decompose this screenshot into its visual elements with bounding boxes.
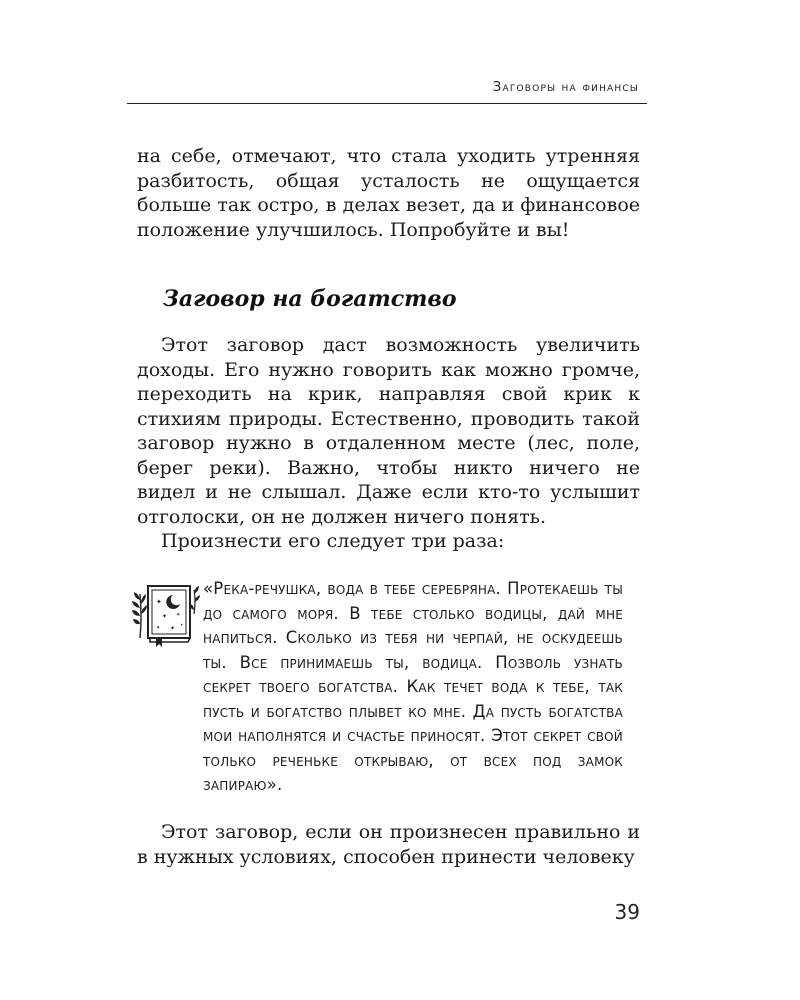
svg-text:✦: ✦ [176, 612, 181, 618]
paragraph-closing [137, 820, 640, 869]
paragraph-text: Этот заговор даст возможность увеличить доходы. Его нужно говорить как можно громче, переходить на крик, направляя свой крик к стихиям природы. Естественно, проводить такой заговор нужно в отдаленном месте (лес, поле, берег реки). Важно, чтобы никто ничего не видел и не слышал. Даже если кто-то услышит отголоски, он не должен ничего понять. [137, 334, 640, 528]
svg-text:✦: ✦ [156, 625, 161, 631]
quote-text: «Река-речушка, вода в тебе серебряна. Протекаешь ты до самого моря. В тебе столько водицы, дай мне напиться. Сколько из тебя ни черпай, не оскудеешь ты. Все принимаешь ты, водица. Позволь узнать секрет твоего богатства. Как течет вода к тебе, так пусть и богатство плывет ко мне. Да пусть богатства мои наполнятся и счастье приносят. Этот секрет свой только реченьке открываю, от всех под замок запираю». [203, 579, 623, 794]
header-rule [127, 103, 647, 104]
paragraph-text: Произнести его следует три раза: [161, 530, 505, 552]
svg-text:✦: ✦ [170, 625, 176, 632]
paragraph-instructions [137, 333, 640, 554]
svg-text:✦: ✦ [180, 622, 184, 627]
paragraph-continued [137, 144, 640, 242]
spell-book-icon [132, 580, 200, 648]
paragraph-text: Этот заговор, если он произнесен правильно и в нужных условиях, способен принести человеку [137, 821, 640, 868]
spell-quote [203, 577, 623, 798]
page-number: 39 [614, 900, 640, 924]
section-heading: Заговор на богатство [163, 286, 457, 312]
paragraph-text: на себе, отмечают, что стала уходить утренняя разбитость, общая усталость не ощущается больше так остро, в делах везет, да и финансовое положение улучшилось. Попробуйте и вы! [137, 145, 640, 241]
svg-text:✦: ✦ [162, 613, 168, 620]
running-header: Заговоры на финансы [492, 80, 639, 95]
svg-text:✦: ✦ [156, 598, 162, 606]
